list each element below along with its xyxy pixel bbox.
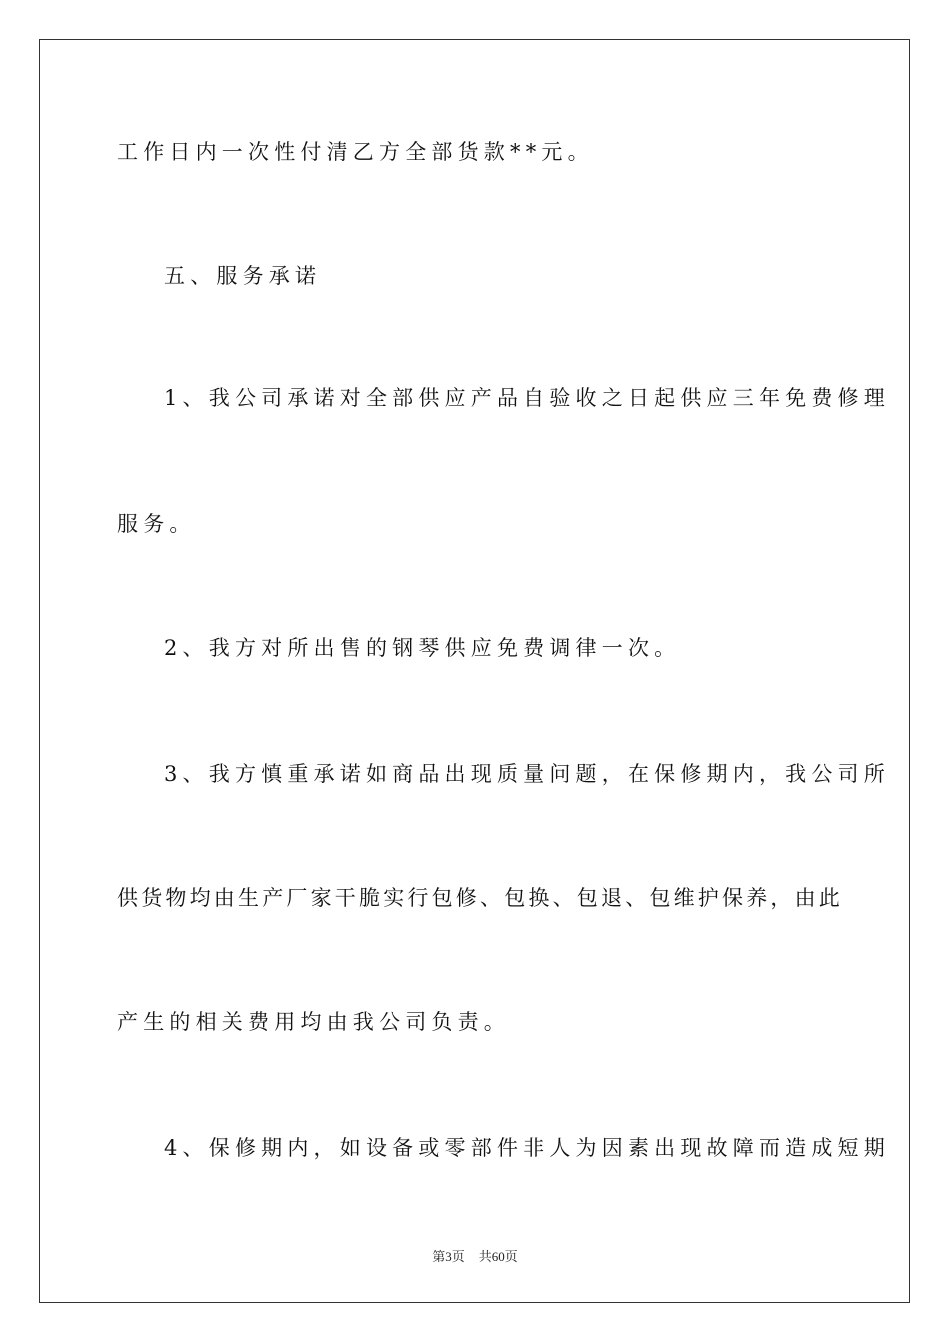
paragraph-line-3: 1、我公司承诺对全部供应产品自验收之日起供应三年免费修理 bbox=[164, 386, 890, 410]
paragraph-line-1: 工作日内一次性付清乙方全部货款**元。 bbox=[117, 140, 594, 164]
paragraph-line-5: 2、我方对所出售的钢琴供应免费调律一次。 bbox=[164, 636, 681, 660]
page-footer bbox=[0, 1246, 950, 1265]
paragraph-line-4: 服务。 bbox=[117, 512, 196, 536]
page-total: 共60页 bbox=[478, 1249, 518, 1264]
paragraph-line-8: 产生的相关费用均由我公司负责。 bbox=[117, 1010, 510, 1034]
paragraph-line-9: 4、保修期内，如设备或零部件非人为因素出现故障而造成短期 bbox=[164, 1136, 890, 1160]
paragraph-line-6: 3、我方慎重承诺如商品出现质量问题，在保修期内，我公司所 bbox=[164, 762, 890, 786]
paragraph-line-7: 供货物均由生产厂家干脆实行包修、包换、包退、包维护保养，由此 bbox=[117, 886, 843, 910]
section-heading-service-commitment: 五、服务承诺 bbox=[164, 264, 322, 288]
page-number: 第3页 bbox=[432, 1249, 465, 1264]
page-border bbox=[39, 39, 910, 1303]
